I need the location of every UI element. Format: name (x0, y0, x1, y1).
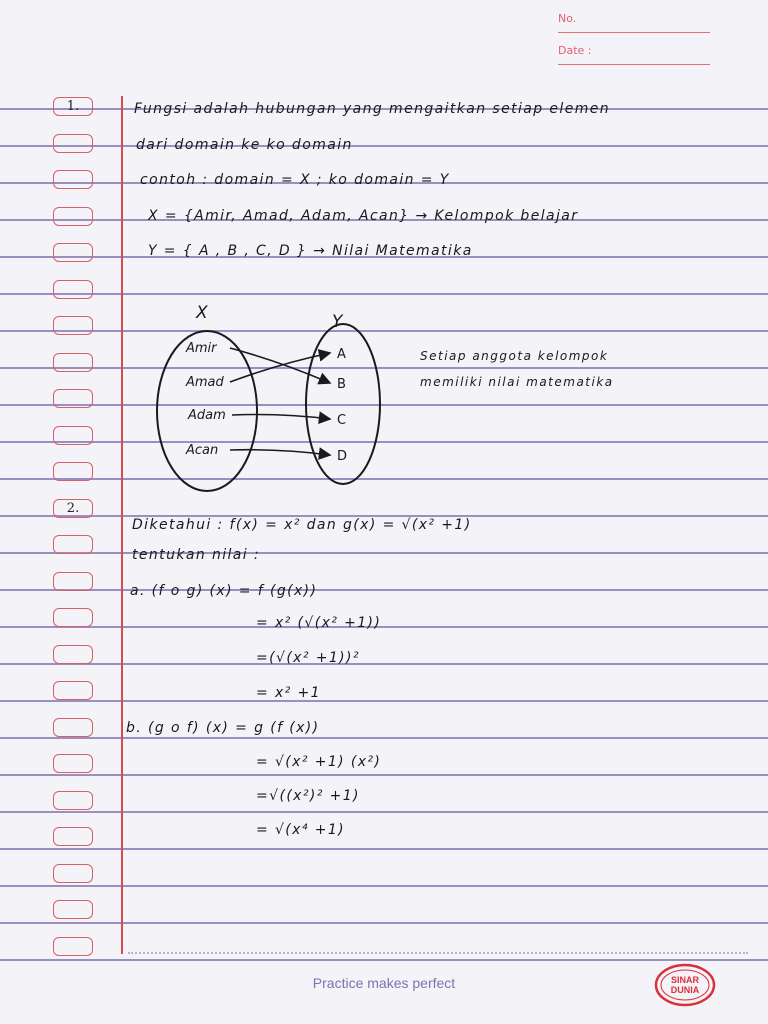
codomain-element: A (337, 347, 346, 362)
codomain-element: B (337, 377, 346, 392)
domain-element: Adam (188, 408, 226, 423)
footer-tagline: Practice makes perfect (312, 975, 456, 991)
example-line: contoh : domain = X ; ko domain = Y (140, 172, 450, 188)
domain-labels (185, 341, 226, 458)
note-line-2: memiliki nilai matematika (420, 375, 614, 389)
codomain-set-label: Y (332, 312, 343, 332)
codomain-element: D (337, 449, 348, 464)
definition-line-2: dari domain ke ko domain (136, 137, 353, 153)
part-a-line-1: a. (f o g) (x) = f (g(x)) (130, 583, 318, 599)
item-number-box: 1. (53, 97, 93, 116)
mapping-arrows (230, 348, 330, 455)
set-y-line: Y = { A , B , C, D } → Nilai Matematika (148, 243, 473, 259)
sinar-dunia-logo (654, 963, 716, 1007)
date-label: Date : (558, 44, 592, 57)
part-a-line-2: = x² (√(x² +1)) (256, 615, 382, 631)
set-x-line: X = {Amir, Amad, Adam, Acan} → Kelompok belajar (148, 208, 579, 224)
note-line-1: Setiap anggota kelompok (420, 349, 609, 363)
task-line: tentukan nilai : (132, 547, 261, 563)
domain-element: Amir (186, 341, 217, 356)
given-line: Diketahui : f(x) = x² dan g(x) = √(x² +1) (132, 517, 472, 533)
definition-line-1: Fungsi adalah hubungan yang mengaitkan setiap elemen (134, 101, 611, 117)
svg-text:SINAR: SINAR (670, 975, 700, 985)
svg-text:DUNIA: DUNIA (670, 985, 700, 995)
part-a-line-3: =(√(x² +1))² (256, 650, 360, 666)
codomain-labels (337, 347, 347, 464)
domain-set-label: X (196, 303, 208, 323)
item-number-box: 2. (53, 499, 93, 518)
bottom-dotted-rule (128, 952, 748, 954)
codomain-element: C (337, 413, 347, 428)
part-b-line-3: =√((x²)² +1) (256, 788, 360, 804)
part-b-line-4: = √(x⁴ +1) (256, 822, 346, 838)
domain-element: Acan (186, 443, 219, 458)
part-a-line-4: = x² +1 (256, 685, 321, 701)
part-b-line-1: b. (g o f) (x) = g (f (x)) (126, 720, 320, 736)
no-label: No. (558, 12, 577, 25)
part-b-line-2: = √(x² +1) (x²) (256, 754, 382, 770)
mapping-arrow (232, 415, 330, 420)
domain-element: Amad (186, 375, 224, 390)
